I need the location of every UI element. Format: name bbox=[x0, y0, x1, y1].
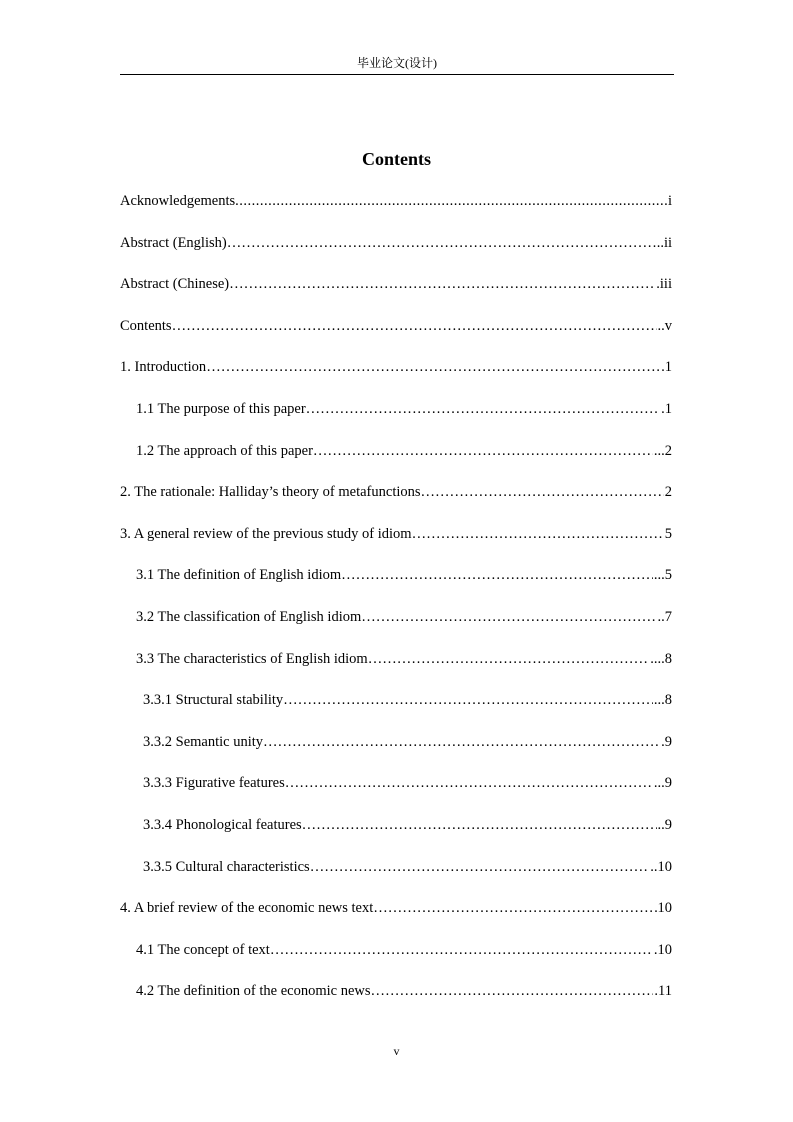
toc-entry-page: 10 bbox=[657, 900, 672, 917]
toc-dot-leader bbox=[172, 313, 657, 339]
toc-entry-label: 1.2 The approach of this paper bbox=[136, 442, 313, 459]
toc-entry-label: 3.3.4 Phonological features bbox=[143, 816, 302, 833]
toc-entry-label: 1. Introduction bbox=[120, 359, 207, 376]
toc-entry-label: 3. A general review of the previous study of idiom bbox=[120, 525, 412, 542]
toc-entry bbox=[120, 479, 672, 521]
toc-dot-leader bbox=[263, 729, 660, 755]
toc-entry bbox=[120, 230, 672, 272]
toc-dot-leader bbox=[310, 854, 650, 880]
toc-entry-label: Contents bbox=[120, 317, 172, 334]
toc-entry-label: Acknowledgements bbox=[120, 193, 236, 209]
toc-entry-label: 4. A brief review of the economic news text bbox=[120, 900, 374, 917]
toc-entry-page: ....8 bbox=[650, 650, 672, 667]
toc-dot-leader bbox=[341, 562, 653, 588]
toc-dot-leader bbox=[306, 396, 660, 422]
toc-entry-label: Abstract (Chinese) bbox=[120, 276, 230, 293]
toc-entry-page: ...5 bbox=[653, 567, 672, 584]
toc-dot-leader bbox=[371, 978, 654, 1004]
page-header bbox=[120, 54, 674, 75]
toc-entry bbox=[120, 937, 672, 979]
toc-entry-page: ...9 bbox=[653, 775, 672, 792]
toc-dot-leader bbox=[313, 438, 653, 464]
toc-entry-page: .1 bbox=[661, 400, 672, 417]
toc-dot-leader bbox=[227, 230, 656, 256]
toc-dot-leader bbox=[206, 354, 664, 380]
toc-entry bbox=[120, 438, 672, 480]
toc-entry bbox=[120, 770, 672, 812]
toc-entry-page: ..ii bbox=[656, 234, 672, 251]
toc-dot-leader bbox=[235, 188, 667, 214]
header-text: 毕业论文(设计) bbox=[357, 56, 437, 70]
toc-dot-leader bbox=[421, 479, 664, 505]
toc-dot-leader bbox=[270, 937, 653, 963]
toc-entry bbox=[120, 812, 672, 854]
toc-entry-page: ..9 bbox=[657, 816, 672, 833]
toc-entry-label: 4.2 The definition of the economic news bbox=[136, 983, 371, 1000]
toc-entry bbox=[120, 895, 672, 937]
toc-entry-label: 3.3 The characteristics of English idiom bbox=[136, 650, 368, 667]
toc-entry-page: .11 bbox=[654, 983, 672, 1000]
toc-entry bbox=[120, 396, 672, 438]
toc-dot-leader bbox=[373, 895, 656, 921]
toc-dot-leader bbox=[285, 770, 653, 796]
toc-entry bbox=[120, 271, 672, 313]
toc-entry-page: .10 bbox=[653, 941, 672, 958]
toc-entry-page: ...2 bbox=[653, 442, 672, 459]
page-title: Contents bbox=[361, 149, 431, 169]
toc-entry-page: ...8 bbox=[653, 692, 672, 709]
toc-entry bbox=[120, 521, 672, 563]
toc-entry bbox=[120, 604, 672, 646]
toc-entry bbox=[120, 854, 672, 896]
toc-entry-page: .9 bbox=[661, 733, 672, 750]
toc-entry-label: 3.3.1 Structural stability bbox=[143, 692, 284, 709]
toc-entry-label: 4.1 The concept of text bbox=[136, 941, 270, 958]
toc-dot-leader bbox=[229, 271, 655, 297]
toc-dot-leader bbox=[361, 604, 656, 630]
toc-entry-label: 2. The rationale: Halliday’s theory of metafunctions bbox=[120, 484, 421, 501]
toc-dot-leader bbox=[368, 646, 650, 672]
toc-entry-label: 3.3.5 Cultural characteristics bbox=[143, 858, 310, 875]
toc-dot-leader bbox=[412, 521, 664, 547]
toc-entry-label: Abstract (English) bbox=[120, 234, 227, 251]
toc-entry-page: .iii bbox=[656, 276, 672, 293]
toc-dot-leader bbox=[283, 687, 653, 713]
toc-entry-page: 2 bbox=[664, 484, 672, 501]
toc-entry bbox=[120, 313, 672, 355]
toc-entry bbox=[120, 354, 672, 396]
toc-entry bbox=[120, 646, 672, 688]
toc-entry bbox=[120, 562, 672, 604]
toc-entry-label: 3.1 The definition of English idiom bbox=[136, 567, 342, 584]
page-footer bbox=[0, 1042, 793, 1060]
page-number: v bbox=[393, 1044, 400, 1058]
toc-entry bbox=[120, 978, 672, 1020]
table-of-contents bbox=[120, 188, 672, 1020]
toc-entry bbox=[120, 188, 672, 230]
toc-entry-label: 3.3.2 Semantic unity bbox=[143, 733, 264, 750]
toc-dot-leader bbox=[302, 812, 657, 838]
toc-entry-page: ..10 bbox=[650, 858, 672, 875]
toc-entry-page: i bbox=[667, 193, 672, 209]
toc-entry-page: 5 bbox=[664, 525, 672, 542]
toc-entry bbox=[120, 687, 672, 729]
toc-entry-page: ..v bbox=[657, 317, 672, 334]
toc-entry-label: 3.3.3 Figurative features bbox=[143, 775, 285, 792]
toc-entry-page: ..7 bbox=[657, 608, 672, 625]
toc-entry-label: 3.2 The classification of English idiom bbox=[136, 608, 362, 625]
toc-entry-page: 1 bbox=[664, 359, 672, 376]
toc-entry bbox=[120, 729, 672, 771]
toc-entry-label: 1.1 The purpose of this paper bbox=[136, 400, 306, 417]
